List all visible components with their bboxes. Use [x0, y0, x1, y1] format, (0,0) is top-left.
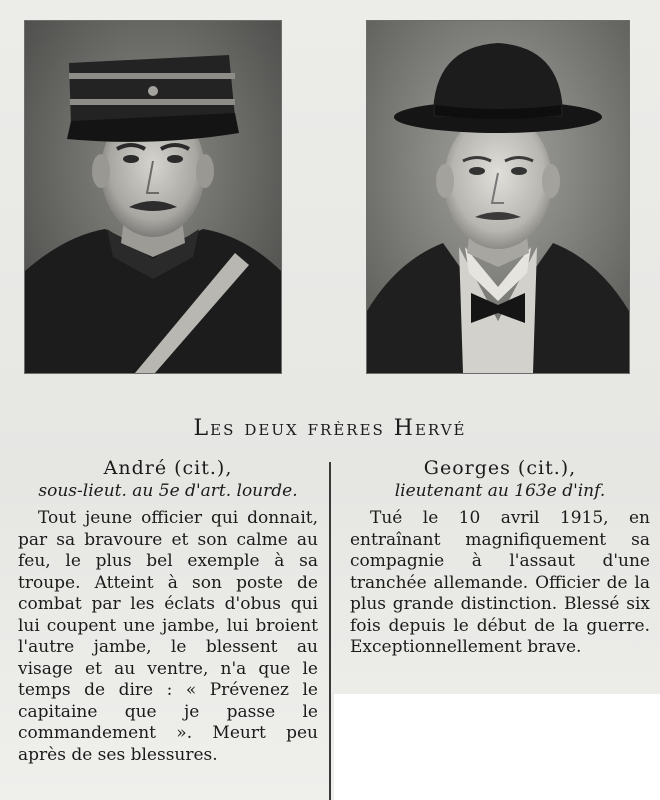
rank-andre: sous-lieut. au 5e d'art. lourde. — [38, 481, 298, 501]
name-andre: André (cit.), — [103, 457, 233, 479]
portrait-andre — [24, 20, 282, 374]
portrait-bowler-hat-icon — [367, 21, 629, 373]
caption-title: Les deux frères Hervé — [193, 416, 467, 441]
portrait-uniform-kepi-icon — [25, 21, 281, 373]
column-andre — [18, 456, 318, 766]
column-divider — [329, 462, 331, 800]
rank-georges: lieutenant au 163e d'inf. — [394, 481, 606, 501]
column-georges — [350, 456, 650, 659]
bio-georges: Tué le 10 avril 1915, en entraînant magnifiquement sa compagnie à l'assaut d'une tranchée allemande. Officier de la plus grande distinction. Blessé six fois depuis le début de la guerre. Exceptionnellement brave. — [350, 508, 650, 657]
name-georges: Georges (cit.), — [423, 457, 577, 479]
portrait-georges — [366, 20, 630, 374]
blank-area — [334, 694, 660, 800]
bio-andre: Tout jeune officier qui donnait, par sa bravoure et son calme au feu, le plus bel exemple à sa troupe. Atteint à son poste de combat par les éclats d'obus qui lui coupent une jambe, lui broient l'autre jambe, le blessent au visage et au ventre, n'a que le temps de dire : « Prévenez le capitaine que je passe le commandement ». Meurt peu après de ses blessures. — [18, 508, 318, 765]
